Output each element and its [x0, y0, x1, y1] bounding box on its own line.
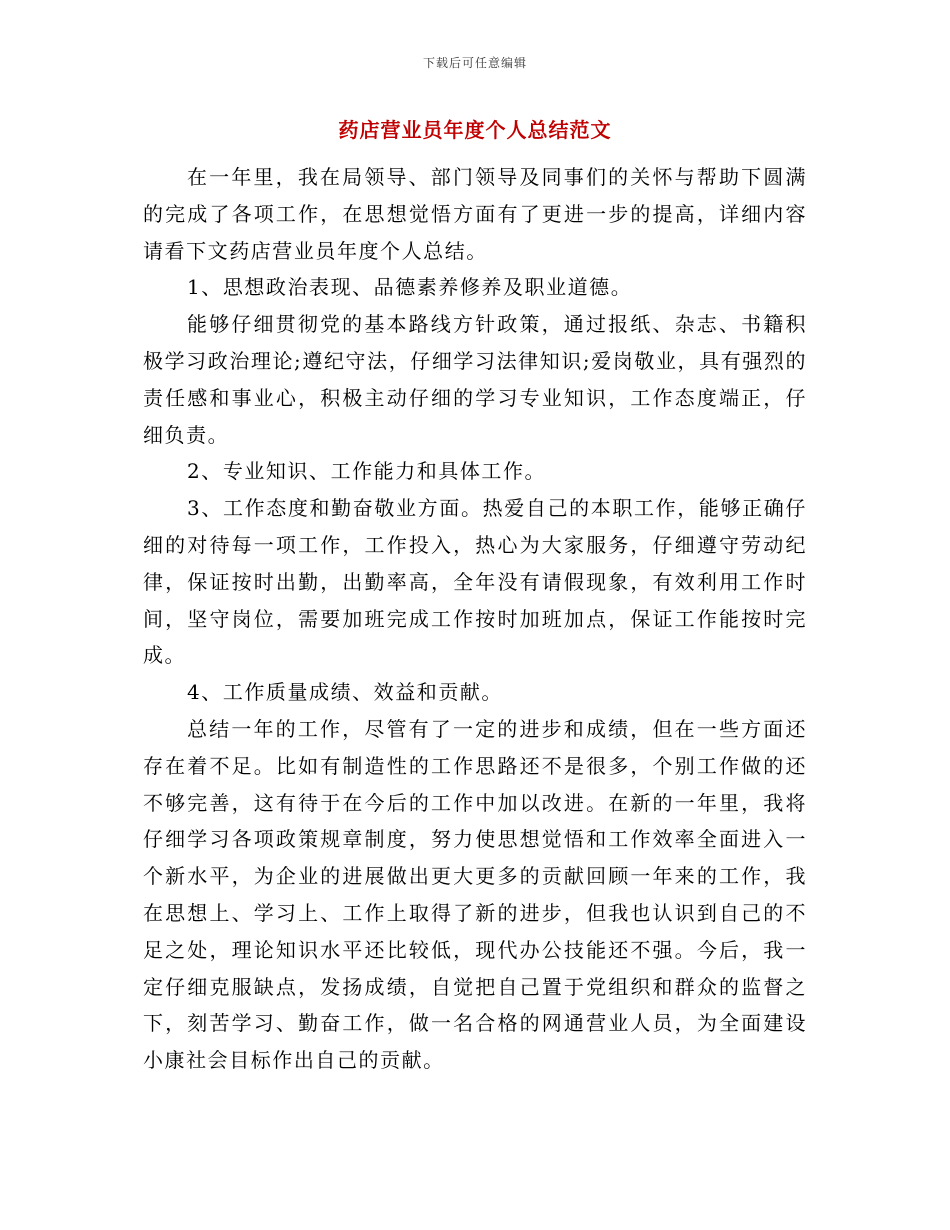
paragraph-section-3: 3、工作态度和勤奋敬业方面。热爱自己的本职工作，能够正确仔细的对待每一项工作，工作投入，热心为大家服务，仔细遵守劳动纪律，保证按时出勤，出勤率高，全年没有请假现象，有效利用工作时间，坚守岗位，需要加班完成工作按时加班加点，保证工作能按时完成。 [143, 496, 807, 668]
paragraph-section-1-heading: 1、思想政治表现、品德素养修养及职业道德。 [187, 275, 633, 300]
paragraph-conclusion: 总结一年的工作，尽管有了一定的进步和成绩，但在一些方面还存在着不足。比如有制造性的工作思路还不是很多，个别工作做的还不够完善，这有待于在今后的工作中加以改进。在新的一年里，我将仔细学习各项政策规章制度，努力使思想觉悟和工作效率全面进入一个新水平，为企业的进展做出更大更多的贡献回顾一年来的工作，我在思想上、学习上、工作上取得了新的进步，但我也认识到自己的不足之处，理论知识水平还比较低，现代办公技能还不强。今后，我一定仔细克服缺点，发扬成绩，自觉把自己置于党组织和群众的监督之下，刻苦学习、勤奋工作，做一名合格的网通营业人员，为全面建设小康社会目标作出自己的贡献。 [143, 716, 807, 1073]
paragraph-section-2-heading: 2、专业知识、工作能力和具体工作。 [187, 459, 547, 484]
document-title: 药店营业员年度个人总结范文 [338, 118, 612, 142]
document-body [143, 159, 807, 1079]
header-note: 下载后可任意编辑 [422, 56, 527, 70]
paragraph-intro: 在一年里，我在局领导、部门领导及同事们的关怀与帮助下圆满的完成了各项工作，在思想觉悟方面有了更进一步的提高，详细内容请看下文药店营业员年度个人总结。 [143, 165, 807, 263]
paragraph-section-1-body: 能够仔细贯彻党的基本路线方针政策，通过报纸、杂志、书籍积极学习政治理论;遵纪守法，仔细学习法律知识;爱岗敬业，具有强烈的责任感和事业心，积极主动仔细的学习专业知识，工作态度端正，仔细负责。 [143, 312, 807, 447]
paragraph-section-4-heading: 4、工作质量成绩、效益和贡献。 [187, 680, 503, 705]
